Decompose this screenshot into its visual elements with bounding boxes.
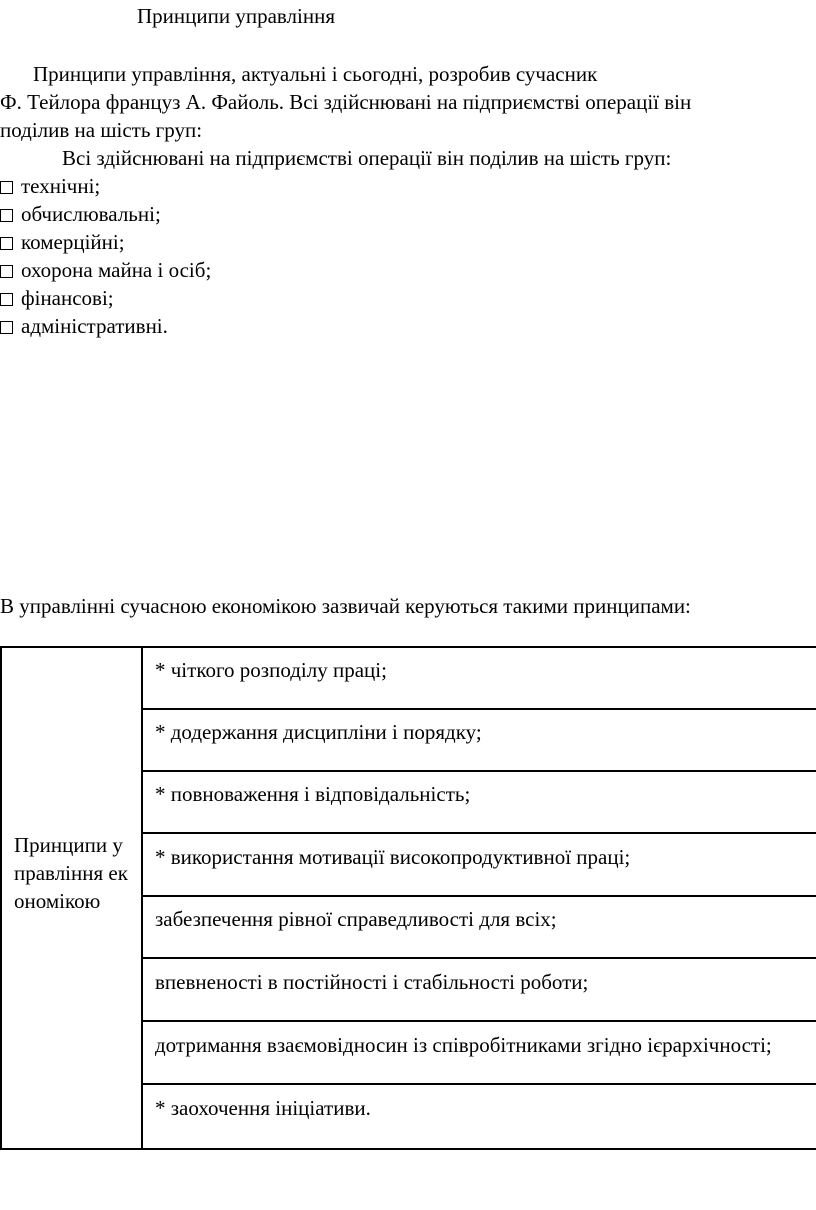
table-row (143, 710, 816, 772)
checkbox-square-icon (0, 321, 13, 334)
table-cell-text: * використання мотивації високопродуктивної праці; (155, 845, 631, 869)
list-item-label: фінансові; (21, 286, 114, 310)
list-item-label: охорона майна і осіб; (21, 258, 212, 282)
table-row (143, 960, 816, 1022)
list-item (0, 284, 114, 312)
paragraph-line-1: Принципи управління, актуальні і сьогодні, розробив сучасник (33, 62, 598, 86)
table-row (143, 897, 816, 959)
paragraph-line-2: Ф. Тейлора француз А. Файоль. Всі здійснювані на підприємстві операції він (0, 90, 692, 114)
table-left-cell (2, 648, 143, 1148)
checkbox-square-icon (0, 181, 13, 194)
table-intro: В управлінні сучасною економікою зазвичай керуються такими принципами: (0, 594, 691, 618)
table-cell-text: * чіткого розподілу праці; (155, 658, 387, 682)
checkbox-square-icon (0, 209, 13, 222)
checkbox-square-icon (0, 293, 13, 306)
table-row (143, 1023, 816, 1085)
list-item (0, 312, 168, 340)
checkbox-square-icon (0, 265, 13, 278)
table-row (143, 648, 816, 710)
table-cell-text: * заохочення ініціативи. (155, 1096, 371, 1120)
table-cell-text: * повноваження і відповідальність; (155, 782, 471, 806)
list-item-label: комерційні; (21, 230, 125, 254)
table-cell-text: дотримання взаємовідносин із співробітниками згідно ієрархічності; (155, 1033, 772, 1057)
table-cell-text: * додержання дисципліни і порядку; (155, 720, 482, 744)
table-row (143, 835, 816, 897)
table-row (143, 772, 816, 834)
list-item (0, 256, 211, 284)
list-item (0, 228, 125, 256)
list-item-label: адміністративні. (21, 314, 168, 338)
paragraph-line-4: Всі здійснювані на підприємстві операції він поділив на шість груп: (62, 146, 672, 170)
table-left-label: Принципи управління економікою (14, 833, 128, 913)
page-title: Принципи управління (137, 4, 335, 28)
list-item-label: обчислювальні; (21, 202, 161, 226)
paragraph-line-3: поділив на шість груп: (0, 118, 203, 142)
table-row (143, 1086, 816, 1148)
table-cell-text: впевненості в постійності і стабільності роботи; (155, 970, 589, 994)
checkbox-square-icon (0, 237, 13, 250)
principles-table (0, 646, 816, 1150)
list-item-label: технічні; (21, 174, 101, 198)
list-item (0, 200, 161, 228)
table-cell-text: забезпечення рівної справедливості для всіх; (155, 907, 557, 931)
list-item (0, 172, 100, 200)
